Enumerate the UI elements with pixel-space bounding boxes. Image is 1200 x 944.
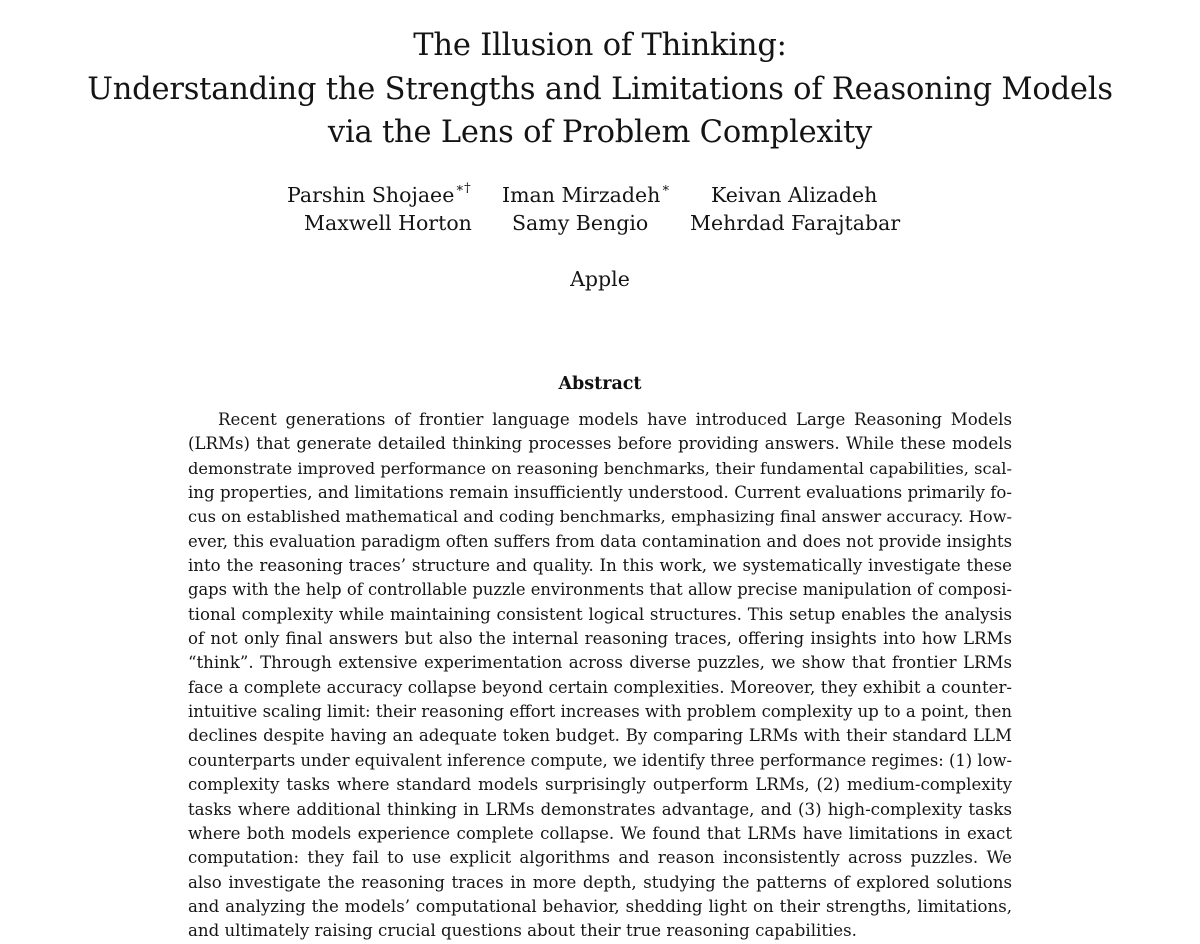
abstract-line: intuitive scaling limit: their reasoning effort increases with problem complexity up to a point, then (188, 702, 1012, 722)
author-keivan-alizadeh: Keivan Alizadeh (711, 183, 878, 207)
abstract-line: computation: they fail to use explicit algorithms and reason inconsistently across puzzles. We (188, 848, 1012, 868)
abstract-line: ever, this evaluation paradigm often suffers from data contamination and does not provide insights (188, 531, 1012, 551)
author-footnote-mark: ∗ (661, 181, 671, 197)
abstract-line: tasks where additional thinking in LRMs demonstrates advantage, and (3) high-complexity tasks (188, 799, 1012, 819)
abstract-line: Recent generations of frontier language models have introduced Large Reasoning Models (218, 410, 1012, 429)
abstract-line: complexity tasks where standard models surprisingly outperform LRMs, (2) medium-complexity (188, 775, 1012, 795)
abstract-line: and analyzing the models’ computational behavior, shedding light on their strengths, limitations, (188, 896, 1012, 916)
abstract-line: cus on established mathematical and coding benchmarks, emphasizing final answer accuracy. How- (188, 507, 1012, 527)
author-iman-mirzadeh: Iman Mirzadeh∗ (502, 181, 671, 207)
title-line-2: Understanding the Strengths and Limitations of Reasoning Models (87, 71, 1113, 107)
title-line-3: via the Lens of Problem Complexity (327, 115, 873, 150)
abstract-line: counterparts under equivalent inference compute, we identify three performance regimes: (1) low- (188, 750, 1012, 770)
abstract-line: of not only final answers but also the internal reasoning traces, offering insights into how LRMs (188, 629, 1012, 649)
affiliation: Apple (570, 267, 630, 291)
abstract-heading: Abstract (558, 374, 642, 394)
abstract-line: “think”. Through extensive experimentation across diverse puzzles, we show that frontier LRMs (188, 653, 1012, 673)
abstract-line: where both models experience complete collapse. We found that LRMs have limitations in exact (188, 823, 1012, 843)
abstract-line: and ultimately raising crucial questions about their true reasoning capabilities. (188, 921, 857, 941)
abstract-line: ing properties, and limitations remain insufficiently understood. Current evaluations primarily fo- (188, 483, 1012, 503)
abstract-line: into the reasoning traces’ structure and quality. In this work, we systematically investigate these (188, 556, 1012, 576)
abstract-line: gaps with the help of controllable puzzle environments that allow precise manipulation of composi- (188, 580, 1012, 600)
author-parshin-shojaee: Parshin Shojaee∗† (287, 181, 471, 207)
abstract-line: demonstrate improved performance on reasoning benchmarks, their fundamental capabilities, scal- (188, 458, 1012, 478)
paper-title (0, 24, 1200, 155)
abstract-line: (LRMs) that generate detailed thinking processes before providing answers. While these models (188, 434, 1012, 454)
author-maxwell-horton: Maxwell Horton (304, 211, 472, 235)
author-footnote-mark: ∗† (455, 181, 471, 197)
abstract-line: face a complete accuracy collapse beyond certain complexities. Moreover, they exhibit a counter- (188, 677, 1012, 697)
author-list (0, 181, 1200, 237)
author-mehrdad-farajtabar: Mehrdad Farajtabar (690, 211, 901, 235)
title-line-1: The Illusion of Thinking: (413, 28, 787, 63)
author-samy-bengio: Samy Bengio (512, 211, 649, 235)
abstract-line: also investigate the reasoning traces in more depth, studying the patterns of explored solutions (188, 872, 1012, 892)
abstract-body (188, 408, 1012, 944)
author-row-1 (0, 181, 1200, 209)
abstract-line: declines despite having an adequate token budget. By comparing LRMs with their standard LLM (188, 726, 1012, 746)
author-row-2 (0, 209, 1200, 237)
abstract-line: tional complexity while maintaining consistent logical structures. This setup enables the analysis (188, 604, 1012, 624)
